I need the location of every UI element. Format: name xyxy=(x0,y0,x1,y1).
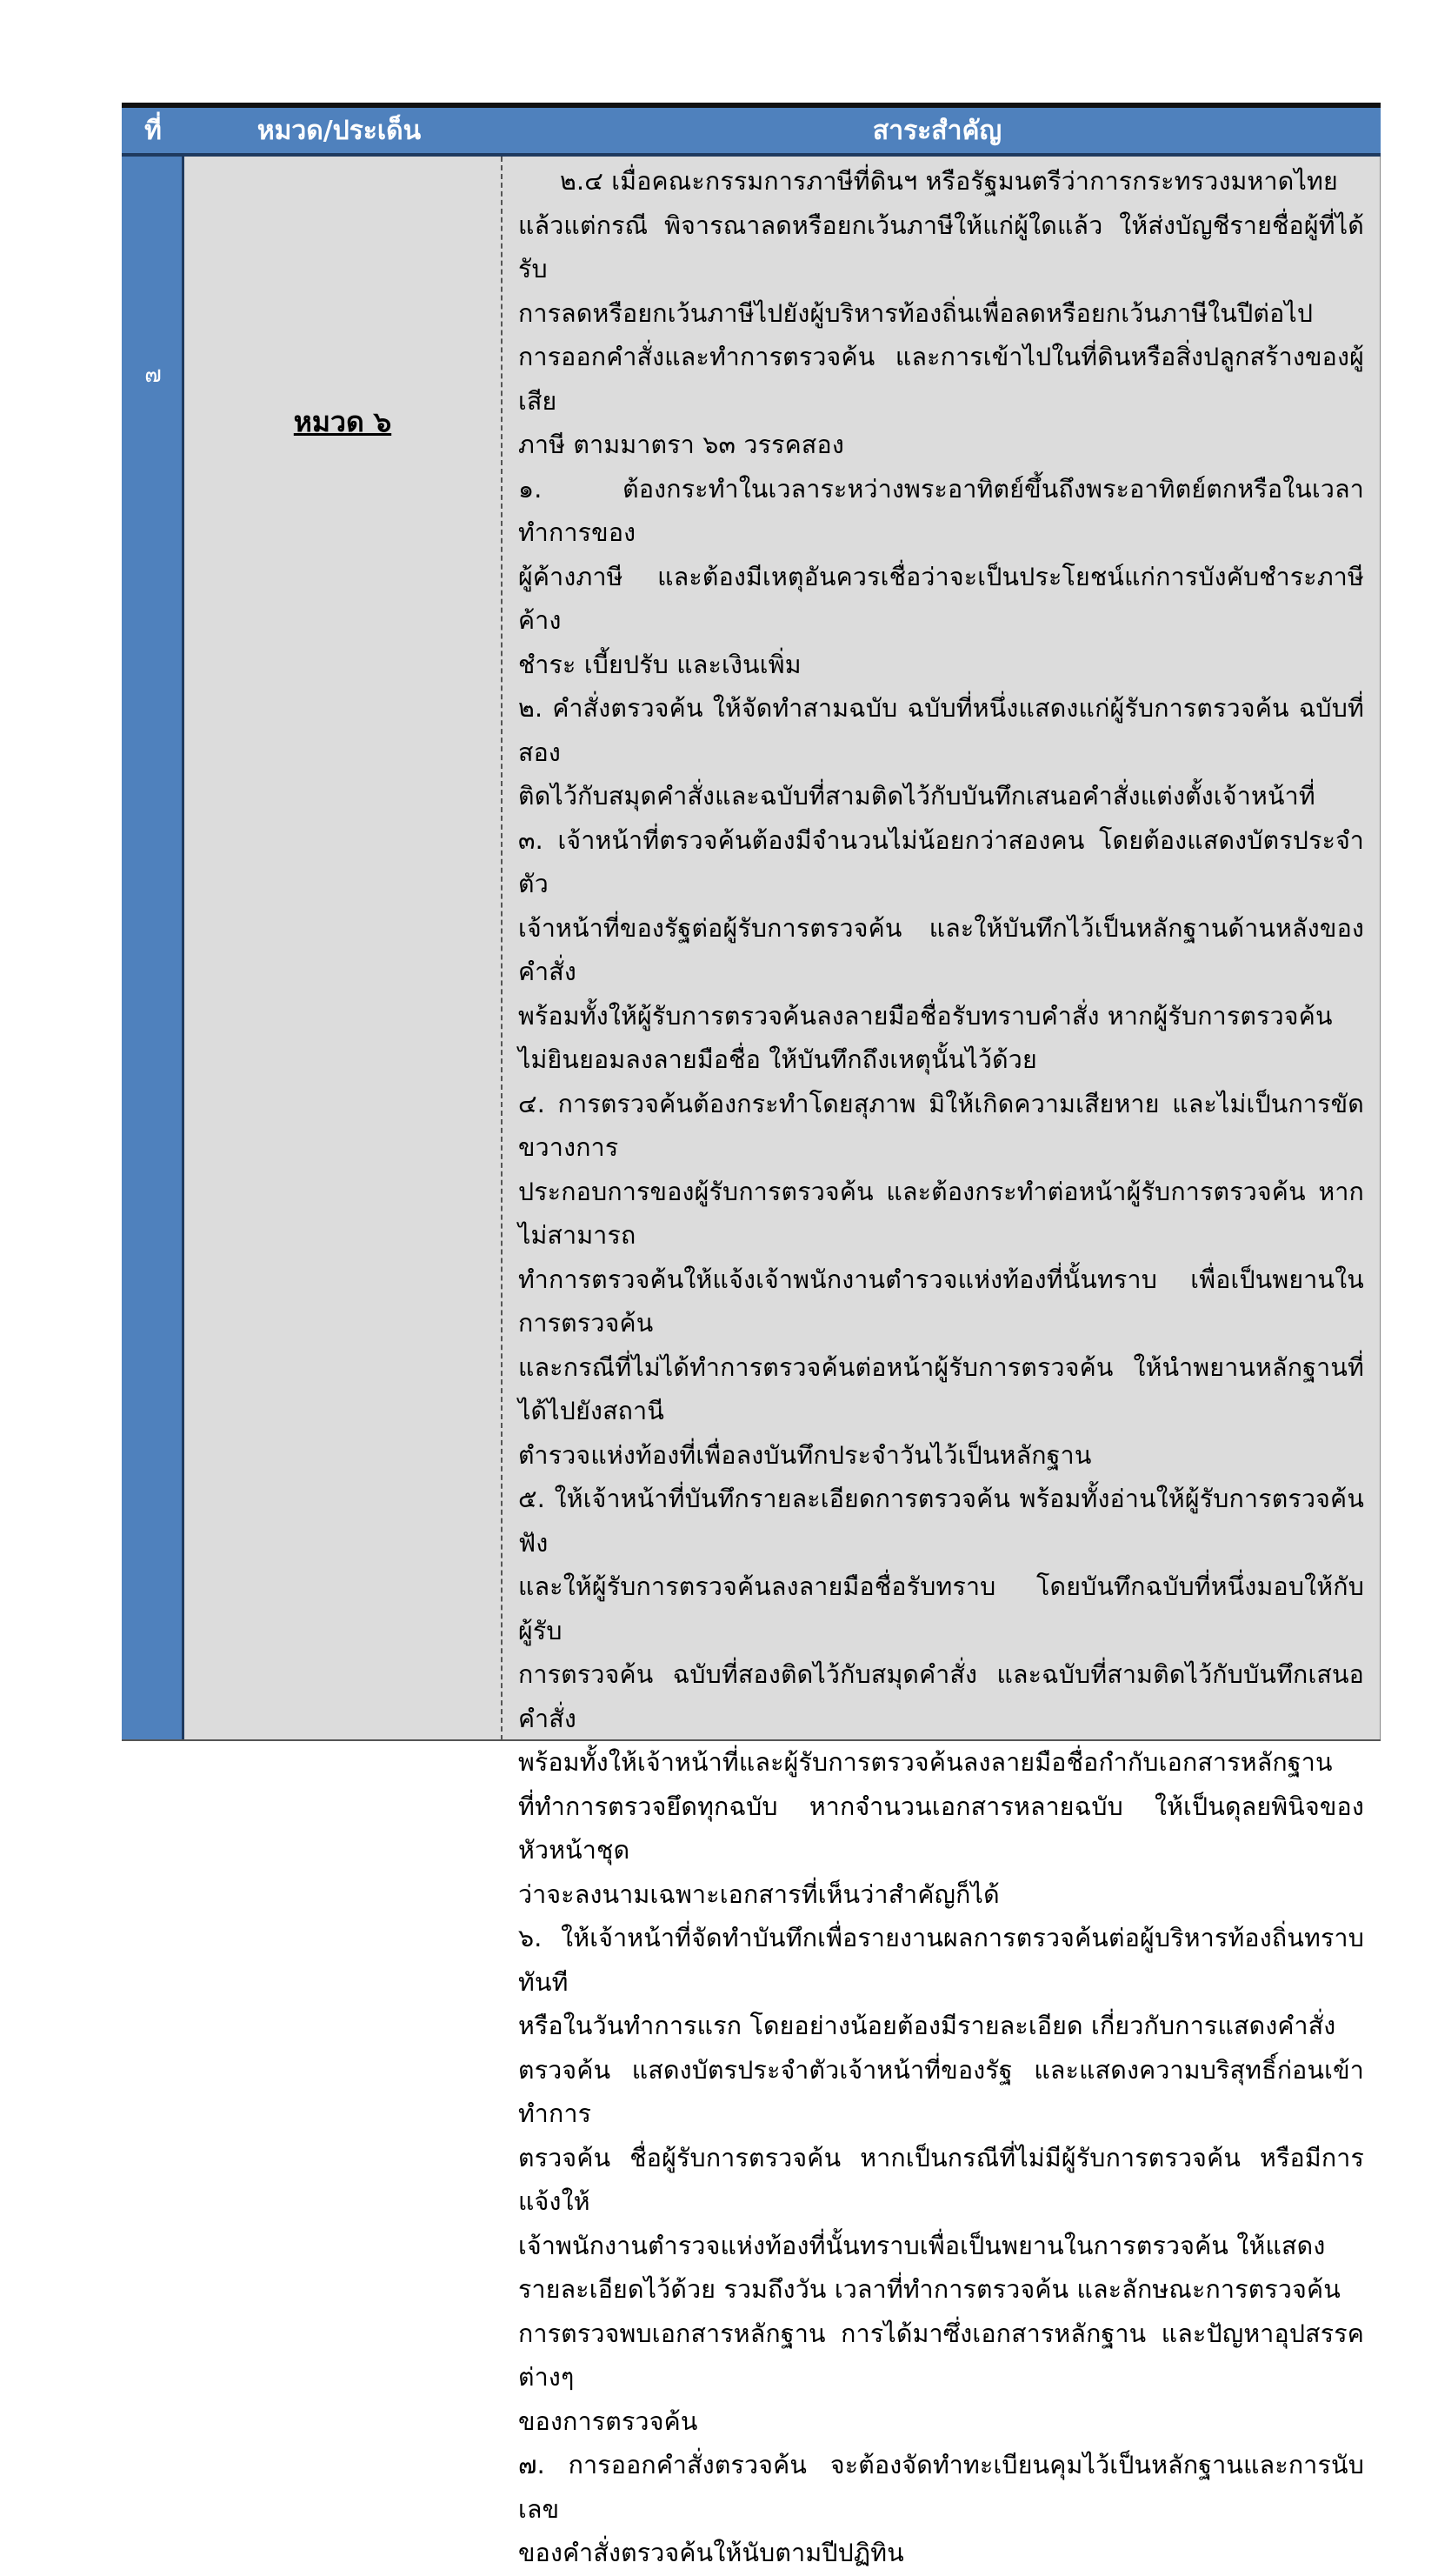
row-category-cell xyxy=(184,157,503,1740)
row-summary-cell xyxy=(503,157,1381,2567)
header-number: ที่ xyxy=(144,115,162,146)
summary-paragraph-3: ๓. เจ้าหน้าที่ตรวจค้นต้องมีจำนวนไม่น้อยกว่าสองคน โดยต้องแสดงบัตรประจำตัว เจ้าหน้าที่ของรัฐต่อผู้รับการตรวจค้น และให้บันทึกไว้เป็นหลักฐานด้านหลังของคำสั่ง พร้อมทั้งให้ผู้รับการตรวจค้นลงลายมือชื่อรับทราบคำสั่ง หากผู้รับการตรวจค้น ไม่ยินยอมลงลายมือชื่อ ให้บันทึกถึงเหตุนั้นไว้ด้วย xyxy=(518,825,1364,1074)
summary-paragraph-2: ๒. คำสั่งตรวจค้น ให้จัดทำสามฉบับ ฉบับที่หนึ่งแสดงแก่ผู้รับการตรวจค้น ฉบับที่สอง ติดไว้กับสมุดคำสั่งและฉบับที่สามติดไว้กับบันทึกเสนอคำสั่งแต่งตั้งเจ้าหน้าที่ xyxy=(518,694,1364,811)
row-number-cell xyxy=(122,157,184,1740)
header-summary: สาระสำคัญ xyxy=(872,115,1002,146)
document-table xyxy=(122,103,1381,2567)
summary-paragraph-1: ๑. ต้องกระทำในเวลาระหว่างพระอาทิตย์ขึ้นถึงพระอาทิตย์ตกหรือในเวลาทำการของ ผู้ค้างภาษี และต้องมีเหตุอันควรเชื่อว่าจะเป็นประโยชน์แก่การบังคับชำระภาษีค้าง ชำระ เบี้ยปรับ และเงินเพิ่ม xyxy=(518,474,1364,679)
header-category: หมวด/ประเด็น xyxy=(256,115,422,146)
row-category: หมวด ๖ xyxy=(293,405,392,438)
table-header xyxy=(122,108,1381,153)
summary-paragraph-7: ๗. การออกคำสั่งตรวจค้น จะต้องจัดทำทะเบียนคุมไว้เป็นหลักฐานและการนับเลข ของคำสั่งตรวจค้นให้นับตามปีปฏิทิน xyxy=(518,2451,1364,2567)
summary-paragraph-4: ๔. การตรวจค้นต้องกระทำโดยสุภาพ มิให้เกิดความเสียหาย และไม่เป็นการขัดขวางการ ประกอบการของผู้รับการตรวจค้น และต้องกระทำต่อหน้าผู้รับการตรวจค้น หากไม่สามารถ ทำการตรวจค้นให้แจ้งเจ้าพนักงานตำรวจแห่งท้องที่นั้นทราบ เพื่อเป็นพยานในการตรวจค้น และกรณีที่ไม่ได้ทำการตรวจค้นต่อหน้าผู้รับการตรวจค้น ให้นำพยานหลักฐานที่ได้ไปยังสถานี ตำรวจแห่งท้องที่เพื่อลงบันทึกประจำวันไว้เป็นหลักฐาน xyxy=(518,1089,1364,1470)
summary-paragraph-6: ๖. ให้เจ้าหน้าที่จัดทำบันทึกเพื่อรายงานผลการตรวจค้นต่อผู้บริหารท้องถิ่นทราบทันที หรือในวันทำการแรก โดยอย่างน้อยต้องมีรายละเอียด เกี่ยวกับการแสดงคำสั่ง ตรวจค้น แสดงบัตรประจำตัวเจ้าหน้าที่ของรัฐ และแสดงความบริสุทธิ์ก่อนเข้าทำการ ตรวจค้น ชื่อผู้รับการตรวจค้น หากเป็นกรณีที่ไม่มีผู้รับการตรวจค้น หรือมีการแจ้งให้ เจ้าพนักงานตำรวจแห่งท้องที่นั้นทราบเพื่อเป็นพยานในการตรวจค้น ให้แสดง รายละเอียดไว้ด้วย รวมถึงวัน เวลาที่ทำการตรวจค้น และลักษณะการตรวจค้น การตรวจพบเอกสารหลักฐาน การได้มาซึ่งเอกสารหลักฐาน และปัญหาอุปสรรคต่างๆ ของการตรวจค้น xyxy=(518,1924,1364,2436)
bottom-rule xyxy=(122,1739,1381,1741)
row-number: ๗ xyxy=(144,362,162,388)
summary-paragraph-5: ๕. ให้เจ้าหน้าที่บันทึกรายละเอียดการตรวจค้น พร้อมทั้งอ่านให้ผู้รับการตรวจค้นฟัง และให้ผู้รับการตรวจค้นลงลายมือชื่อรับทราบ โดยบันทึกฉบับที่หนึ่งมอบให้กับผู้รับ การตรวจค้น ฉบับที่สองติดไว้กับสมุดคำสั่ง และฉบับที่สามติดไว้กับบันทึกเสนอคำสั่ง พร้อมทั้งให้เจ้าหน้าที่และผู้รับการตรวจค้นลงลายมือชื่อกำกับเอกสารหลักฐาน ที่ทำการตรวจยึดทุกฉบับ หากจำนวนเอกสารหลายฉบับ ให้เป็นดุลยพินิจของหัวหน้าชุด ว่าจะลงนามเฉพาะเอกสารที่เห็นว่าสำคัญก็ได้ xyxy=(518,1485,1364,1909)
summary-paragraph-intro: ๒.๔ เมื่อคณะกรรมการภาษีที่ดินฯ หรือรัฐมนตรีว่าการกระทรวงมหาดไทย แล้วแต่กรณี พิจารณาลดหรือยกเว้นภาษีให้แก่ผู้ใดแล้ว ให้ส่งบัญชีรายชื่อผู้ที่ได้รับ การลดหรือยกเว้นภาษีไปยังผู้บริหารท้องถิ่นเพื่อลดหรือยกเว้นภาษีในปีต่อไป การออกคำสั่งและทำการตรวจค้น และการเข้าไปในที่ดินหรือสิ่งปลูกสร้างของผู้เสีย ภาษี ตามมาตรา ๖๓ วรรคสอง xyxy=(518,167,1364,459)
